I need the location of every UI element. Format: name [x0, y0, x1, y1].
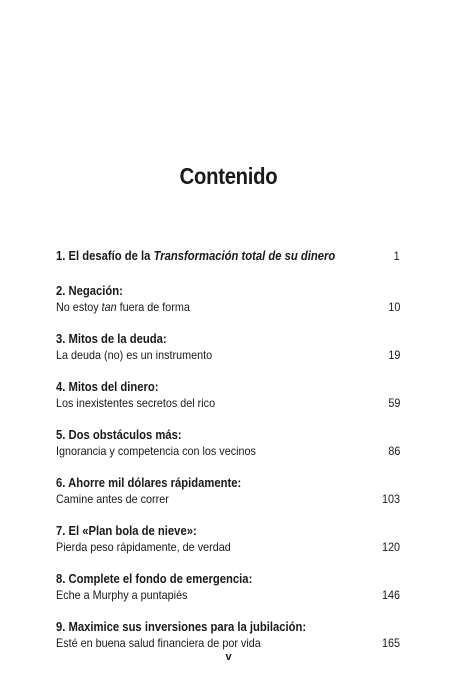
toc-heading — [56, 475, 366, 491]
table-of-contents — [56, 248, 400, 667]
toc-heading — [56, 619, 366, 635]
toc-entry-7[interactable] — [56, 523, 400, 555]
toc-heading — [56, 523, 366, 539]
chapter-title: Dos obstáculos más: — [68, 428, 182, 442]
toc-heading — [56, 248, 366, 264]
page-number: 1 — [393, 249, 400, 263]
chapter-title: Negación: — [68, 284, 123, 298]
chapter-subtitle: Pierda peso rápidamente, de verdad — [56, 540, 231, 554]
chapter-number: 9. — [56, 620, 66, 634]
toc-entry-3[interactable] — [56, 331, 400, 363]
chapter-title-italic: Transformación total de su dinero — [153, 249, 336, 263]
toc-heading — [56, 331, 366, 347]
chapter-title: El «Plan bola de nieve»: — [68, 524, 197, 538]
folio-page-number: v — [225, 651, 232, 663]
chapter-title: Complete el fondo de emergencia: — [68, 572, 253, 586]
page-number: 120 — [381, 540, 400, 554]
subtitle-text-end: fuera de forma — [116, 300, 190, 314]
chapter-subtitle: Los inexistentes secretos del rico — [56, 396, 216, 410]
toc-heading — [56, 379, 366, 395]
chapter-number: 3. — [56, 332, 66, 346]
page-number: 103 — [381, 492, 400, 506]
chapter-subtitle — [56, 299, 366, 315]
chapter-subtitle: Eche a Murphy a puntapiés — [56, 588, 188, 602]
chapter-title: Ahorre mil dólares rápidamente: — [68, 476, 242, 490]
chapter-number: 6. — [56, 476, 66, 490]
chapter-number: 7. — [56, 524, 66, 538]
toc-heading — [56, 427, 366, 443]
page-number: 19 — [387, 348, 400, 362]
toc-entry-9[interactable] — [56, 619, 400, 651]
toc-heading — [56, 571, 366, 587]
toc-entry-5[interactable] — [56, 427, 400, 459]
chapter-subtitle: La deuda (no) es un instrumento — [56, 348, 213, 362]
page-number: 59 — [387, 396, 400, 410]
subtitle-text: No estoy — [56, 300, 102, 314]
chapter-number: 5. — [56, 428, 66, 442]
chapter-number: 4. — [56, 380, 66, 394]
page-title: Contenido — [179, 163, 278, 189]
chapter-subtitle: Ignorancia y competencia con los vecinos — [56, 444, 256, 458]
chapter-title: El desafío de la — [68, 249, 154, 263]
chapter-number: 8. — [56, 572, 66, 586]
chapter-number: 2. — [56, 284, 66, 298]
chapter-title: Mitos de la deuda: — [68, 332, 167, 346]
chapter-title: Maximice sus inversiones para la jubilación: — [68, 620, 307, 634]
page-number: 10 — [387, 300, 400, 314]
subtitle-italic: tan — [101, 300, 117, 314]
chapter-subtitle: Esté en buena salud financiera de por vida — [56, 636, 261, 650]
toc-entry-1[interactable] — [56, 248, 400, 264]
chapter-subtitle: Camine antes de correr — [56, 492, 169, 506]
toc-heading — [56, 283, 366, 299]
toc-entry-4[interactable] — [56, 379, 400, 411]
page-number: 165 — [381, 636, 400, 650]
toc-entry-8[interactable] — [56, 571, 400, 603]
page-number: 86 — [387, 444, 400, 458]
toc-entry-6[interactable] — [56, 475, 400, 507]
page-number: 146 — [381, 588, 400, 602]
chapter-title: Mitos del dinero: — [68, 380, 159, 394]
chapter-number: 1. — [56, 249, 66, 263]
toc-entry-2[interactable] — [56, 283, 400, 315]
